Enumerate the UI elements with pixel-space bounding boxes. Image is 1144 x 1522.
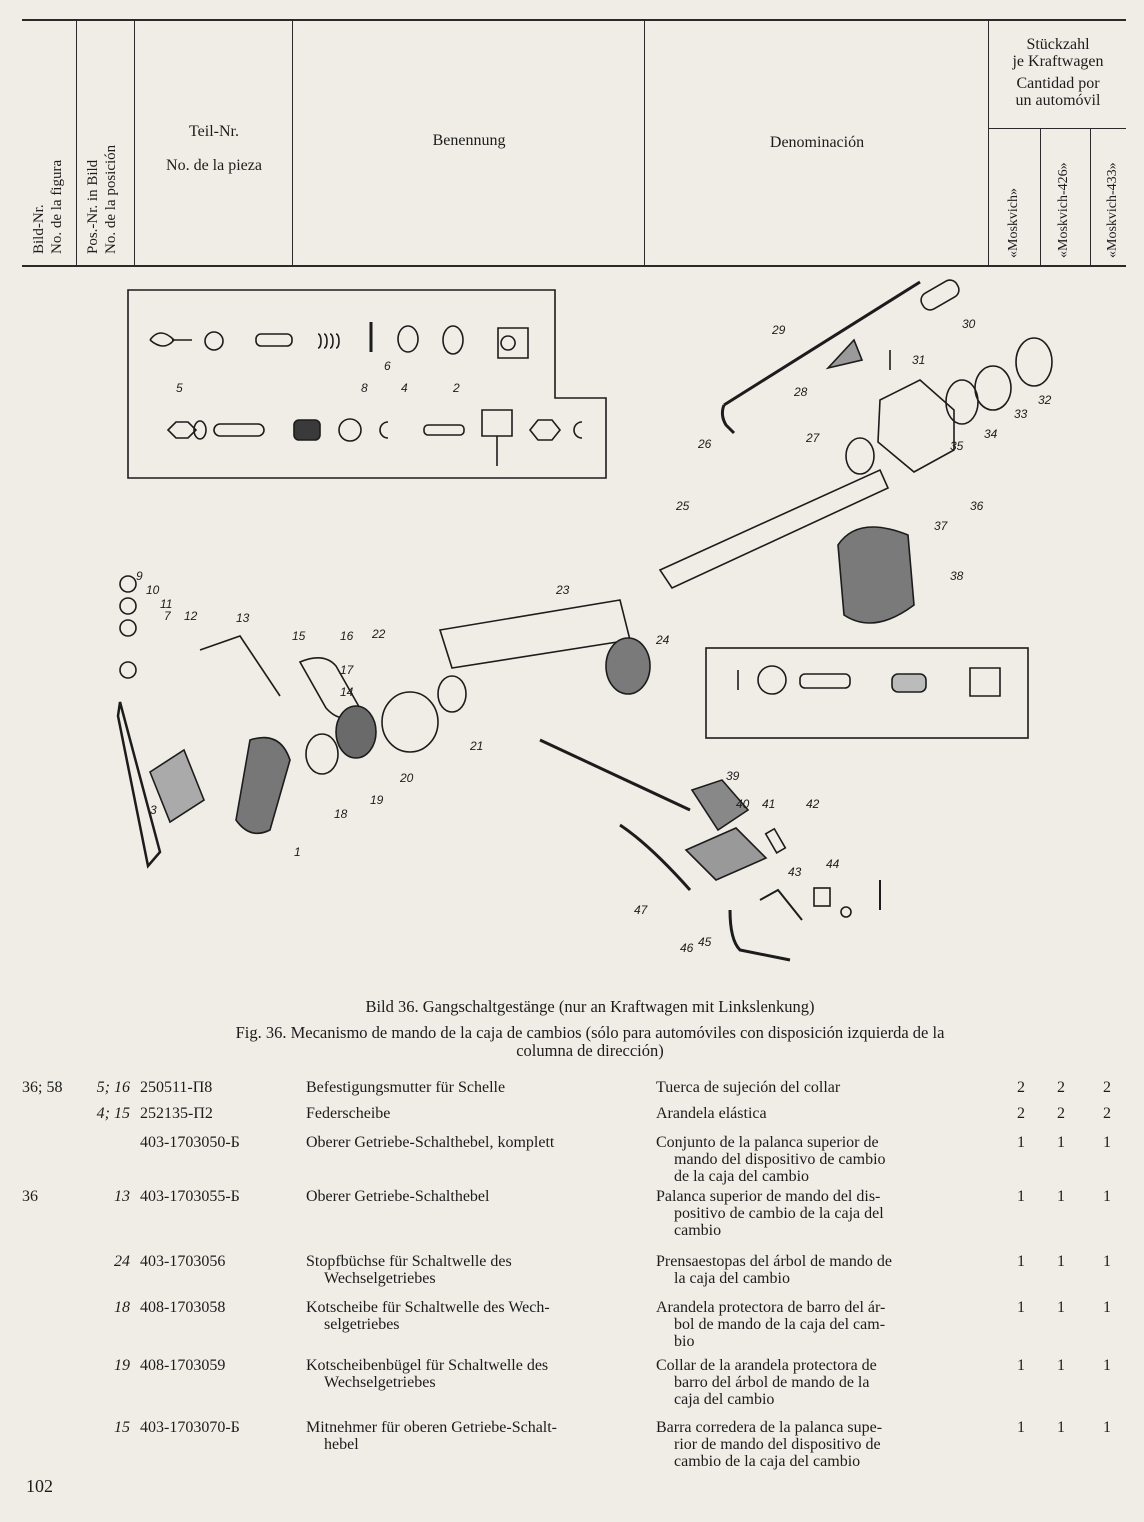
callout-label: 13 — [236, 611, 250, 625]
position-number: 5; 16 — [96, 1079, 130, 1096]
pin-shape — [256, 334, 292, 346]
qty-moskvich-433: 1 — [1103, 1253, 1111, 1270]
position-number: 19 — [114, 1357, 130, 1374]
name-german — [306, 1299, 628, 1333]
callout-label: 9 — [136, 569, 143, 583]
figure-caption-de: Bild 36. Gangschaltgestänge (nur an Kraftwagen mit Linkslenkung) — [365, 997, 815, 1016]
qty-moskvich: 1 — [1017, 1188, 1025, 1205]
callout-label: 47 — [634, 903, 648, 917]
name-german-line: Stopfbüchse für Schaltwelle des — [306, 1253, 512, 1270]
callout-label: 29 — [772, 323, 786, 337]
callout-label: 17 — [340, 663, 354, 677]
name-german-line: Oberer Getriebe-Schalthebel — [306, 1188, 490, 1205]
position-number: 15 — [114, 1419, 130, 1436]
part-number: 408-1703058 — [140, 1299, 226, 1316]
position-number: 24 — [114, 1253, 130, 1270]
name-spanish-line: de la caja del cambio — [674, 1168, 810, 1185]
callout-label: 24 — [656, 633, 670, 647]
bushing-cone-shape — [838, 527, 914, 623]
callout-label: 18 — [334, 807, 348, 821]
name-spanish — [656, 1419, 968, 1470]
name-spanish-line: rior de mando del dispositivo de — [674, 1436, 881, 1453]
qty-moskvich-426: 1 — [1057, 1188, 1065, 1205]
callout-label: 16 — [340, 629, 354, 643]
header-benennung: Benennung — [432, 132, 506, 149]
gearshift-shaft-shape — [440, 600, 630, 668]
name-spanish — [656, 1105, 968, 1122]
callout-label: 27 — [806, 431, 820, 445]
callout-label: 37 — [934, 519, 948, 533]
figure-caption-es-2: columna de dirección) — [516, 1041, 664, 1060]
bolt-shape — [150, 333, 192, 346]
star-washer-shape — [205, 332, 223, 350]
name-german-line: Kotscheibe für Schaltwelle des Wech- — [306, 1299, 550, 1316]
callout-label: 6 — [384, 359, 391, 373]
qty-moskvich-426: 1 — [1057, 1299, 1065, 1316]
callout-label: 28 — [794, 385, 808, 399]
callout-label: 36 — [970, 499, 984, 513]
callout-label: 43 — [788, 865, 802, 879]
callout-label: 23 — [556, 583, 570, 597]
col-divider — [134, 20, 135, 265]
callout-label: 31 — [912, 353, 926, 367]
name-german — [306, 1357, 628, 1391]
col-divider — [76, 20, 77, 265]
name-spanish-line: barro del árbol de mando de la — [674, 1374, 870, 1391]
position-number: 4; 15 — [96, 1105, 130, 1122]
header-model-1: «Moskvich» — [1006, 188, 1021, 258]
callout-label: 22 — [372, 627, 386, 641]
name-german — [306, 1253, 628, 1287]
col-divider — [644, 20, 645, 265]
header-bild: Bild-Nr. No. de la figura — [31, 159, 65, 254]
col-divider — [988, 20, 989, 265]
header-bottom-rule — [22, 265, 1126, 267]
part-number: 403-1703056 — [140, 1253, 226, 1270]
name-german-line: Befestigungsmutter für Schelle — [306, 1079, 506, 1096]
name-spanish-line: Conjunto de la palanca superior de — [656, 1134, 879, 1151]
name-spanish — [656, 1253, 968, 1287]
figure-caption-es-1: Fig. 36. Mecanismo de mando de la caja de cambios (sólo para automóviles con disposición izquierda de la — [235, 1023, 945, 1042]
callout-label: 25 — [676, 499, 690, 513]
qty-moskvich: 1 — [1017, 1299, 1025, 1316]
name-spanish — [656, 1357, 968, 1408]
callout-label: 39 — [726, 769, 740, 783]
callout-label: 3 — [150, 803, 157, 817]
name-german — [306, 1105, 628, 1122]
name-spanish-line: Barra corredera de la palanca supe- — [656, 1419, 883, 1436]
callout-label: 44 — [826, 857, 840, 871]
callout-label: 1 — [294, 845, 301, 859]
name-german — [306, 1134, 628, 1151]
qty-moskvich-433: 2 — [1103, 1079, 1111, 1096]
part-number: 403-1703050-Б — [140, 1134, 240, 1151]
qty-moskvich: 1 — [1017, 1253, 1025, 1270]
callout-label: 12 — [184, 609, 198, 623]
name-spanish-line: Prensaestopas del árbol de mando de — [656, 1253, 892, 1270]
name-spanish-line: Palanca superior de mando del dis- — [656, 1188, 881, 1205]
callout-label: 21 — [470, 739, 484, 753]
callout-label: 35 — [950, 439, 964, 453]
nut-shape — [168, 422, 196, 438]
spring-coil-shape — [382, 692, 438, 752]
qty-moskvich: 2 — [1017, 1105, 1025, 1122]
name-german — [306, 1419, 628, 1453]
bild-number: 36 — [22, 1188, 38, 1205]
lower-lever-shape — [236, 738, 290, 834]
spring-shape — [318, 334, 339, 348]
qty-moskvich-433: 1 — [1103, 1134, 1111, 1151]
name-spanish-line: la caja del cambio — [674, 1270, 790, 1287]
washer-shape — [443, 326, 463, 354]
knob-shape — [828, 340, 862, 368]
name-spanish-line: bol de mando de la caja del cam- — [674, 1316, 886, 1333]
callout-label: 7 — [164, 609, 171, 623]
name-german-line: Federscheibe — [306, 1105, 391, 1122]
qty-moskvich-426: 1 — [1057, 1253, 1065, 1270]
name-german-line: selgetriebes — [324, 1316, 400, 1333]
bushing-shape — [498, 328, 528, 358]
name-german-line: Oberer Getriebe-Schalthebel, komplett — [306, 1134, 555, 1151]
bild-number: 36; 58 — [22, 1079, 63, 1096]
name-spanish-line: mando del dispositivo de cambio — [674, 1151, 886, 1168]
callout-label: 40 — [736, 797, 750, 811]
callout-label: 20 — [400, 771, 414, 785]
callout-label: 33 — [1014, 407, 1028, 421]
header-top-rule — [22, 19, 1126, 21]
pin-shape — [214, 424, 264, 436]
rod-lower-shape — [540, 740, 690, 810]
model-divider — [1090, 128, 1091, 265]
page-number: 102 — [26, 1476, 53, 1496]
name-spanish-line: Tuerca de sujeción del collar — [656, 1079, 841, 1096]
qty-rule — [988, 128, 1126, 129]
qty-moskvich: 1 — [1017, 1419, 1025, 1436]
callout-label: 2 — [453, 381, 460, 395]
name-spanish-line: positivo de cambio de la caja del — [674, 1205, 884, 1222]
qty-moskvich-433: 1 — [1103, 1419, 1111, 1436]
name-spanish-line: cambio — [674, 1222, 722, 1239]
name-spanish-line: caja del cambio — [674, 1391, 775, 1408]
name-spanish — [656, 1299, 968, 1350]
callout-label: 14 — [340, 685, 354, 699]
callout-label: 42 — [806, 797, 820, 811]
part-number: 403-1703070-Б — [140, 1419, 240, 1436]
qty-moskvich: 1 — [1017, 1134, 1025, 1151]
lever-link-shape — [730, 910, 790, 960]
inset-box-rod-end-parts — [706, 648, 1028, 738]
name-spanish-line: Arandela protectora de barro del ár- — [656, 1299, 886, 1316]
header-model-2: «Moskvich-426» — [1056, 162, 1071, 258]
callout-label: 5 — [176, 381, 183, 395]
qty-moskvich-426: 1 — [1057, 1134, 1065, 1151]
shift-housing-shape — [878, 380, 954, 472]
callout-label: 46 — [680, 941, 694, 955]
name-spanish-line: cambio de la caja del cambio — [674, 1453, 861, 1470]
name-german-line: hebel — [324, 1436, 359, 1453]
callout-label: 15 — [292, 629, 306, 643]
qty-moskvich-433: 1 — [1103, 1357, 1111, 1374]
name-german — [306, 1079, 628, 1096]
name-german-line: Wechselgetriebes — [324, 1374, 436, 1391]
callout-label: 32 — [1038, 393, 1052, 407]
qty-moskvich: 1 — [1017, 1357, 1025, 1374]
name-spanish-line: Collar de la arandela protectora de — [656, 1357, 877, 1374]
position-number: 18 — [114, 1299, 130, 1316]
callout-label: 38 — [950, 569, 964, 583]
callout-label: 10 — [146, 583, 160, 597]
name-german-line: Kotscheibenbügel für Schaltwelle des — [306, 1357, 549, 1374]
header-model-3: «Moskvich-433» — [1105, 162, 1120, 258]
lever-rod-shape — [118, 702, 160, 866]
part-number: 403-1703055-Б — [140, 1188, 240, 1205]
header-teil: Teil-Nr. No. de la pieza — [166, 123, 262, 174]
qty-moskvich-426: 1 — [1057, 1419, 1065, 1436]
header-pos: Pos.-Nr. in Bild No. de la posición — [85, 144, 119, 254]
name-spanish — [656, 1079, 968, 1096]
col-divider — [292, 20, 293, 265]
name-spanish — [656, 1188, 968, 1239]
qty-moskvich-433: 1 — [1103, 1299, 1111, 1316]
callout-label: 34 — [984, 427, 998, 441]
callout-label: 41 — [762, 797, 776, 811]
callout-label: 19 — [370, 793, 384, 807]
position-number: 13 — [114, 1188, 130, 1205]
qty-moskvich: 2 — [1017, 1079, 1025, 1096]
qty-moskvich-426: 1 — [1057, 1357, 1065, 1374]
part-number: 252135-П2 — [140, 1105, 213, 1122]
part-number: 408-1703059 — [140, 1357, 226, 1374]
sleeve-shape — [918, 277, 962, 313]
qty-moskvich-426: 2 — [1057, 1105, 1065, 1122]
qty-moskvich-433: 1 — [1103, 1188, 1111, 1205]
header-denominacion: Denominación — [769, 134, 865, 151]
qty-moskvich-426: 2 — [1057, 1079, 1065, 1096]
model-divider — [1040, 128, 1041, 265]
name-german-line: Wechselgetriebes — [324, 1270, 436, 1287]
exploded-diagram — [0, 270, 1144, 985]
header-qty: Stückzahl je Kraftwagen Cantidad por un automóvil — [1012, 36, 1104, 109]
callout-label: 4 — [401, 381, 408, 395]
callout-label: 11 — [160, 597, 173, 611]
name-german-line: Mitnehmer für oberen Getriebe-Schalt- — [306, 1419, 558, 1436]
name-spanish-line: Arandela elástica — [656, 1105, 767, 1122]
callout-label: 45 — [698, 935, 712, 949]
name-spanish-line: bio — [674, 1333, 695, 1350]
callout-label: 8 — [361, 381, 368, 395]
qty-moskvich-433: 2 — [1103, 1105, 1111, 1122]
callout-label: 30 — [962, 317, 976, 331]
callout-label: 26 — [698, 437, 712, 451]
washer-shape — [398, 326, 418, 352]
part-number: 250511-П8 — [140, 1079, 213, 1096]
shift-rod-shape — [724, 282, 920, 405]
name-german — [306, 1188, 628, 1205]
name-spanish — [656, 1134, 968, 1185]
